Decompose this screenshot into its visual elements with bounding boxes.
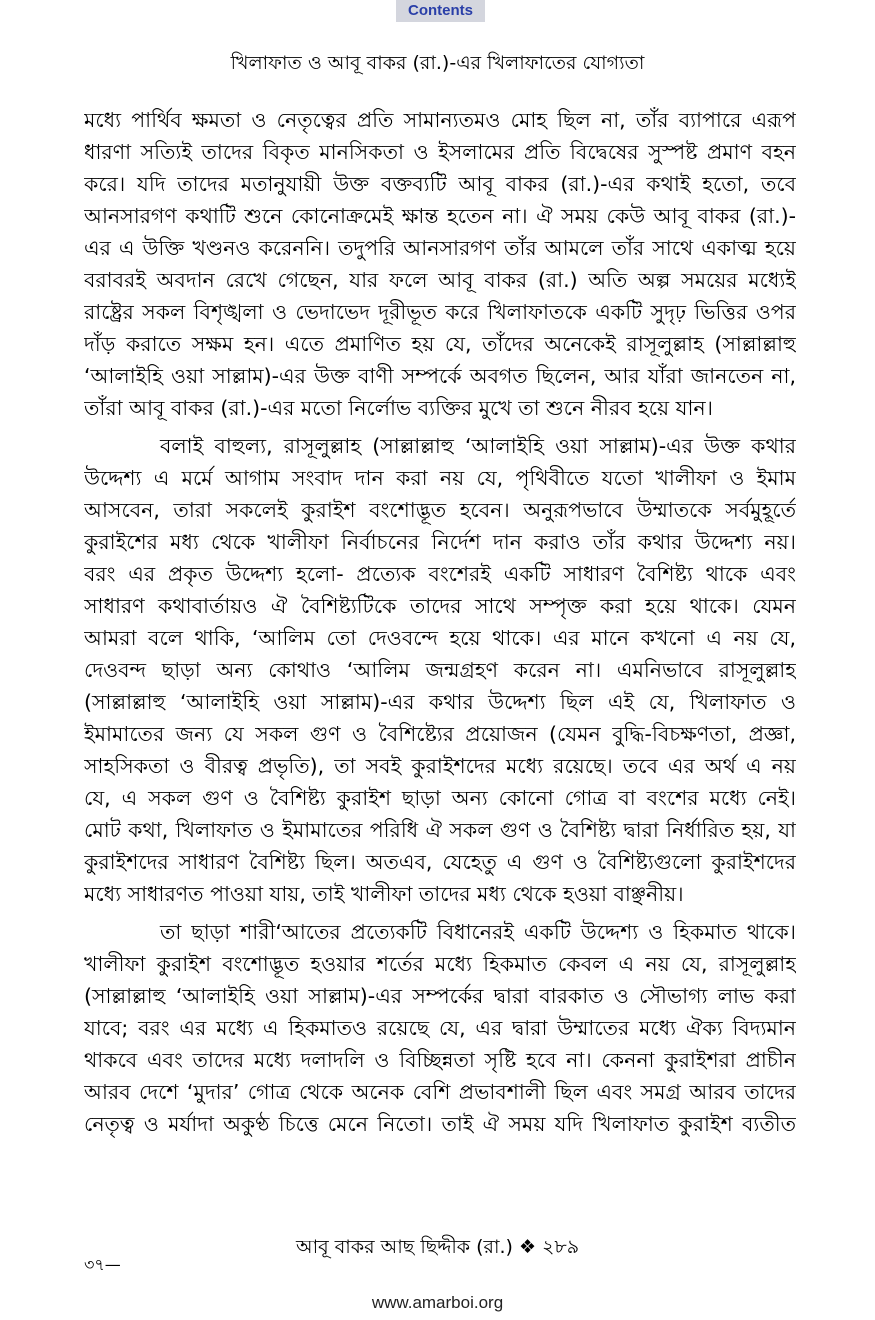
text-line: রাষ্ট্রের সকল বিশৃঙ্খলা ও ভেদাভেদ দূরীভূত করে খিলাফাতকে একটি সুদৃঢ় ভিত্তির ওপর [84, 300, 796, 324]
page-body [84, 104, 796, 1140]
footer-book-title: আবূ বাকর আছ ছিদ্দীক (রা.) ❖ ২৮৯ [295, 1236, 580, 1258]
text-line: কুরাইশের মধ্য থেকে খালীফা নির্বাচনের নির্দেশ দান করাও তাঁর কথার উদ্দেশ্য নয়। [84, 530, 796, 554]
text-line: নেতৃত্ব ও মর্যাদা অকুণ্ঠ চিত্তে মেনে নিতো। তাই ঐ সময় যদি খিলাফাত কুরাইশ ব্যতীত [84, 1112, 796, 1136]
text-line: যে, এ সকল গুণ ও বৈশিষ্ট্য কুরাইশ ছাড়া অন্য কোনো গোত্র বা বংশের মধ্যে নেই। [84, 786, 796, 810]
text-line: (সাল্লাল্লাহু ‘আলাইহি ওয়া সাল্লাম)-এর সম্পর্কের দ্বারা বারকাত ও সৌভাগ্য লাভ করা [84, 984, 796, 1008]
signature-mark: ৩৭— [84, 1255, 121, 1274]
text-line: মোট কথা, খিলাফাত ও ইমামাতের পরিধি ঐ সকল গুণ ও বৈশিষ্ট্য দ্বারা নির্ধারিত হয়, যা [84, 818, 796, 842]
text-line: করে। যদি তাদের মতানুযায়ী উক্ত বক্তব্যটি আবূ বাকর (রা.)-এর কথাই হতো, তবে [84, 172, 796, 196]
site-url[interactable]: www.amarboi.org [371, 1293, 504, 1312]
text-line: আনসারগণ কথাটি শুনে কোনোক্রমেই ক্ষান্ত হতেন না। ঐ সময় কেউ আবূ বাকর (রা.)- [84, 204, 796, 228]
text-line: দাঁড় করাতে সক্ষম হন। এতে প্রমাণিত হয় যে, তাঁদের অনেকেই রাসূলুল্লাহ (সাল্লাল্লাহু [84, 332, 796, 356]
text-line: মধ্যে পার্থিব ক্ষমতা ও নেতৃত্বের প্রতি সামান্যতমও মোহ ছিল না, তাঁর ব্যাপারে এরূপ [84, 108, 796, 132]
contents-button[interactable]: Contents [396, 0, 485, 22]
text-line: সাহসিকতা ও বীরত্ব প্রভৃতি), তা সবই কুরাইশদের মধ্যে রয়েছে। তবে এর অর্থ এ নয় [84, 754, 796, 778]
text-line: কুরাইশদের সাধারণ বৈশিষ্ট্য ছিল। অতএব, যেহেতু এ গুণ ও বৈশিষ্ট্যগুলো কুরাইশদের [84, 850, 796, 874]
text-line: বলাই বাহুল্য, রাসূলুল্লাহ (সাল্লাল্লাহু ‘আলাইহি ওয়া সাল্লাম)-এর উক্ত কথার [160, 434, 796, 458]
text-line: আমরা বলে থাকি, ‘আলিম তো দেওবন্দে হয়ে থাকে। এর মানে কখনো এ নয় যে, [84, 626, 796, 650]
text-line: তা ছাড়া শারী‘আতের প্রত্যেকটি বিধানেরই একটি উদ্দেশ্য ও হিকমাত থাকে। [160, 920, 796, 944]
text-line: যাবে; বরং এর মধ্যে এ হিকমাতও রয়েছে যে, এর দ্বারা উম্মাতের মধ্যে ঐক্য বিদ্যমান [84, 1016, 796, 1040]
text-line: ধারণা সত্যিই তাদের বিকৃত মানসিকতা ও ইসলামের প্রতি বিদ্বেষের সুস্পষ্ট প্রমাণ বহন [84, 140, 796, 164]
text-line: খালীফা কুরাইশ বংশোদ্ভূত হওয়ার শর্তের মধ্যে হিকমাত কেবল এ নয় যে, রাসূলুল্লাহ [84, 952, 796, 976]
text-line: থাকবে এবং তাদের মধ্যে দলাদলি ও বিচ্ছিন্নতা সৃষ্টি হবে না। কেননা কুরাইশরা প্রাচীন [84, 1048, 796, 1072]
text-line: আরব দেশে ‘মুদার’ গোত্র থেকে অনেক বেশি প্রভাবশালী ছিল এবং সমগ্র আরব তাদের [84, 1080, 796, 1104]
text-line: মধ্যে সাধারণত পাওয়া যায়, তাই খালীফা তাদের মধ্য থেকে হওয়া বাঞ্ছনীয়। [84, 882, 684, 906]
text-line: ইমামাতের জন্য যে সকল গুণ ও বৈশিষ্ট্যের প্রয়োজন (যেমন বুদ্ধি-বিচক্ষণতা, প্রজ্ঞা, [84, 722, 796, 746]
text-line: বরং এর প্রকৃত উদ্দেশ্য হলো- প্রত্যেক বংশেরই একটি সাধারণ বৈশিষ্ট্য থাকে এবং [84, 562, 796, 586]
text-line: আসবেন, তারা সকলেই কুরাইশ বংশোদ্ভূত হবেন। অনুরূপভাবে উম্মাতকে সর্বমুহূর্তে [84, 498, 796, 522]
text-line: (সাল্লাল্লাহু ‘আলাইহি ওয়া সাল্লাম)-এর কথার উদ্দেশ্য ছিল এই যে, খিলাফাত ও [84, 690, 796, 714]
running-header-title: খিলাফাত ও আবূ বাকর (রা.)-এর খিলাফাতের যোগ্যতা [230, 52, 645, 74]
text-line: তাঁরা আবূ বাকর (রা.)-এর মতো নির্লোভ ব্যক্তির মুখে তা শুনে নীরব হয়ে যান। [84, 396, 713, 420]
text-line: এর এ উক্তি খণ্ডনও করেননি। তদুপরি আনসারগণ তাঁর আমলে তাঁর সাথে একাত্ম হয়ে [84, 236, 796, 260]
text-line: উদ্দেশ্য এ মর্মে আগাম সংবাদ দান করা নয় যে, পৃথিবীতে যতো খালীফা ও ইমাম [84, 466, 796, 490]
text-line: সাধারণ কথাবার্তায়ও ঐ বৈশিষ্ট্যটিকে তাদের সাথে সম্পৃক্ত করা হয়ে থাকে। যেমন [84, 594, 796, 618]
text-line: বরাবরই অবদান রেখে গেছেন, যার ফলে আবূ বাকর (রা.) অতি অল্প সময়ের মধ্যেই [84, 268, 796, 292]
text-line: ‘আলাইহি ওয়া সাল্লাম)-এর উক্ত বাণী সম্পর্কে অবগত ছিলেন, আর যাঁরা জানতেন না, [84, 364, 796, 388]
text-line: দেওবন্দ ছাড়া অন্য কোথাও ‘আলিম জন্মগ্রহণ করেন না। এমনিভাবে রাসূলুল্লাহ [84, 658, 796, 682]
